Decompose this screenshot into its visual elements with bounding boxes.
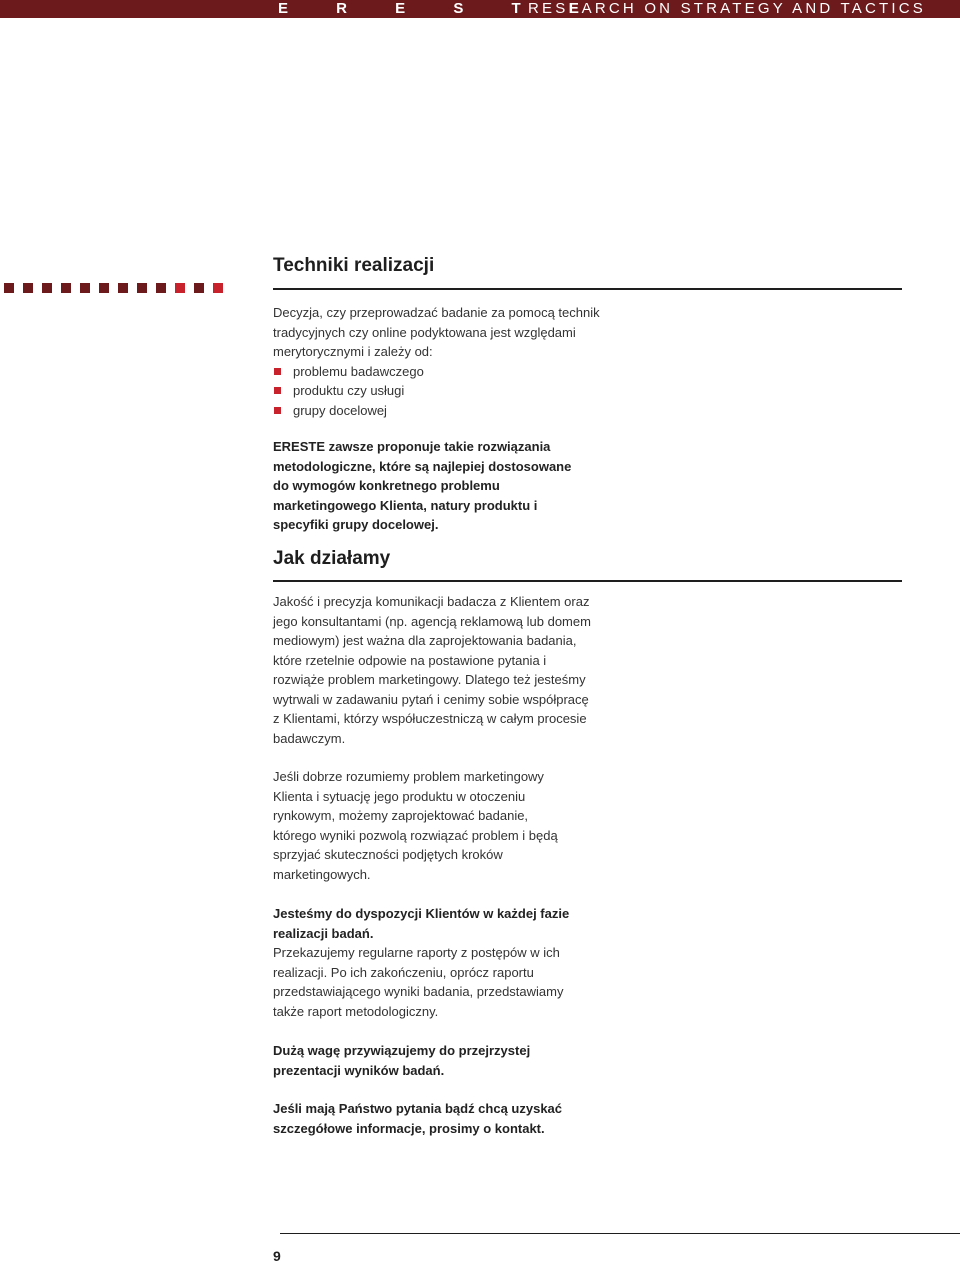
section-title-techniki: Techniki realizacji	[273, 255, 435, 276]
header-tagline: RESEARCH ON STRATEGY AND TACTICS	[528, 0, 927, 17]
bullet-item: grupy docelowej	[273, 401, 603, 421]
decor-square	[194, 283, 204, 293]
paragraph-contact: Jeśli mają Państwo pytania bądź chcą uzyskać szczegółowe informacje, prosimy o kontakt.	[273, 1101, 563, 1136]
paragraph-presentation: Dużą wagę przywiązujemy do przejrzystej prezentacji wyników badań.	[273, 1043, 531, 1078]
availability-lead: Jesteśmy do dyspozycji Klientów w każdej fazie realizacji badań.	[273, 906, 570, 941]
bullet-list	[273, 362, 603, 421]
bullet-item: problemu badawczego	[273, 362, 603, 382]
paragraph-communication: Jakość i precyzja komunikacji badacza z Klientem oraz jego konsultantami (np. agencją reklamową lub domem mediowym) jest ważna dla zaprojektowania badania, które rzetelnie odpowie na postawione pytania i rozwiąże problem marketingowy. Dlatego też jesteśmy wytrwali w zadawaniu pytań i cenimy sobie współpracę z Klientami, którzy współuczestniczą w całym procesie badawczym.	[273, 594, 591, 746]
decor-square	[118, 283, 128, 293]
section-title-jak-dzialamy: Jak działamy	[273, 548, 391, 569]
decor-square	[99, 283, 109, 293]
paragraph-understanding: Jeśli dobrze rozumiemy problem marketingowy Klienta i sytuację jego produktu w otoczeniu rynkowym, możemy zaprojektować badanie, którego wyniki pozwolą rozwiązać problem i będą sprzyjać skuteczności podjętych kroków marketingowych.	[273, 769, 558, 882]
decor-square	[23, 283, 33, 293]
availability-text: Przekazujemy regularne raporty z postępów w ich realizacji. Po ich zakończeniu, oprócz raportu przedstawiającego wyniki badania, przedstawiamy także raport metodologiczny.	[273, 945, 564, 1019]
page-number: 9	[273, 1248, 281, 1264]
decor-square	[80, 283, 90, 293]
footer-divider	[280, 1233, 960, 1234]
bullet-item: produktu czy usługi	[273, 381, 603, 401]
section-divider	[273, 288, 902, 290]
intro-text: Decyzja, czy przeprowadzać badanie za pomocą technik tradycyjnych czy online podyktowana jest względami merytorycznymi i zależy od:	[273, 305, 600, 359]
decor-square	[175, 283, 185, 293]
summary-paragraph: ERESTE zawsze proponuje takie rozwiązania metodologiczne, które są najlepiej dostosowane do wymogów konkretnego problemu marketingowego Klienta, natury produktu i specyfiki grupy docelowej.	[273, 439, 572, 532]
decor-square	[61, 283, 71, 293]
decor-square	[137, 283, 147, 293]
decor-square	[4, 283, 14, 293]
decor-square	[156, 283, 166, 293]
decor-square	[213, 283, 223, 293]
decorative-squares	[4, 283, 223, 293]
intro-paragraph	[273, 303, 603, 420]
section-divider	[273, 580, 902, 582]
paragraph-availability	[273, 904, 591, 1021]
brand-logo: E R E S T E	[278, 0, 601, 17]
decor-square	[42, 283, 52, 293]
header-bar	[0, 0, 960, 18]
